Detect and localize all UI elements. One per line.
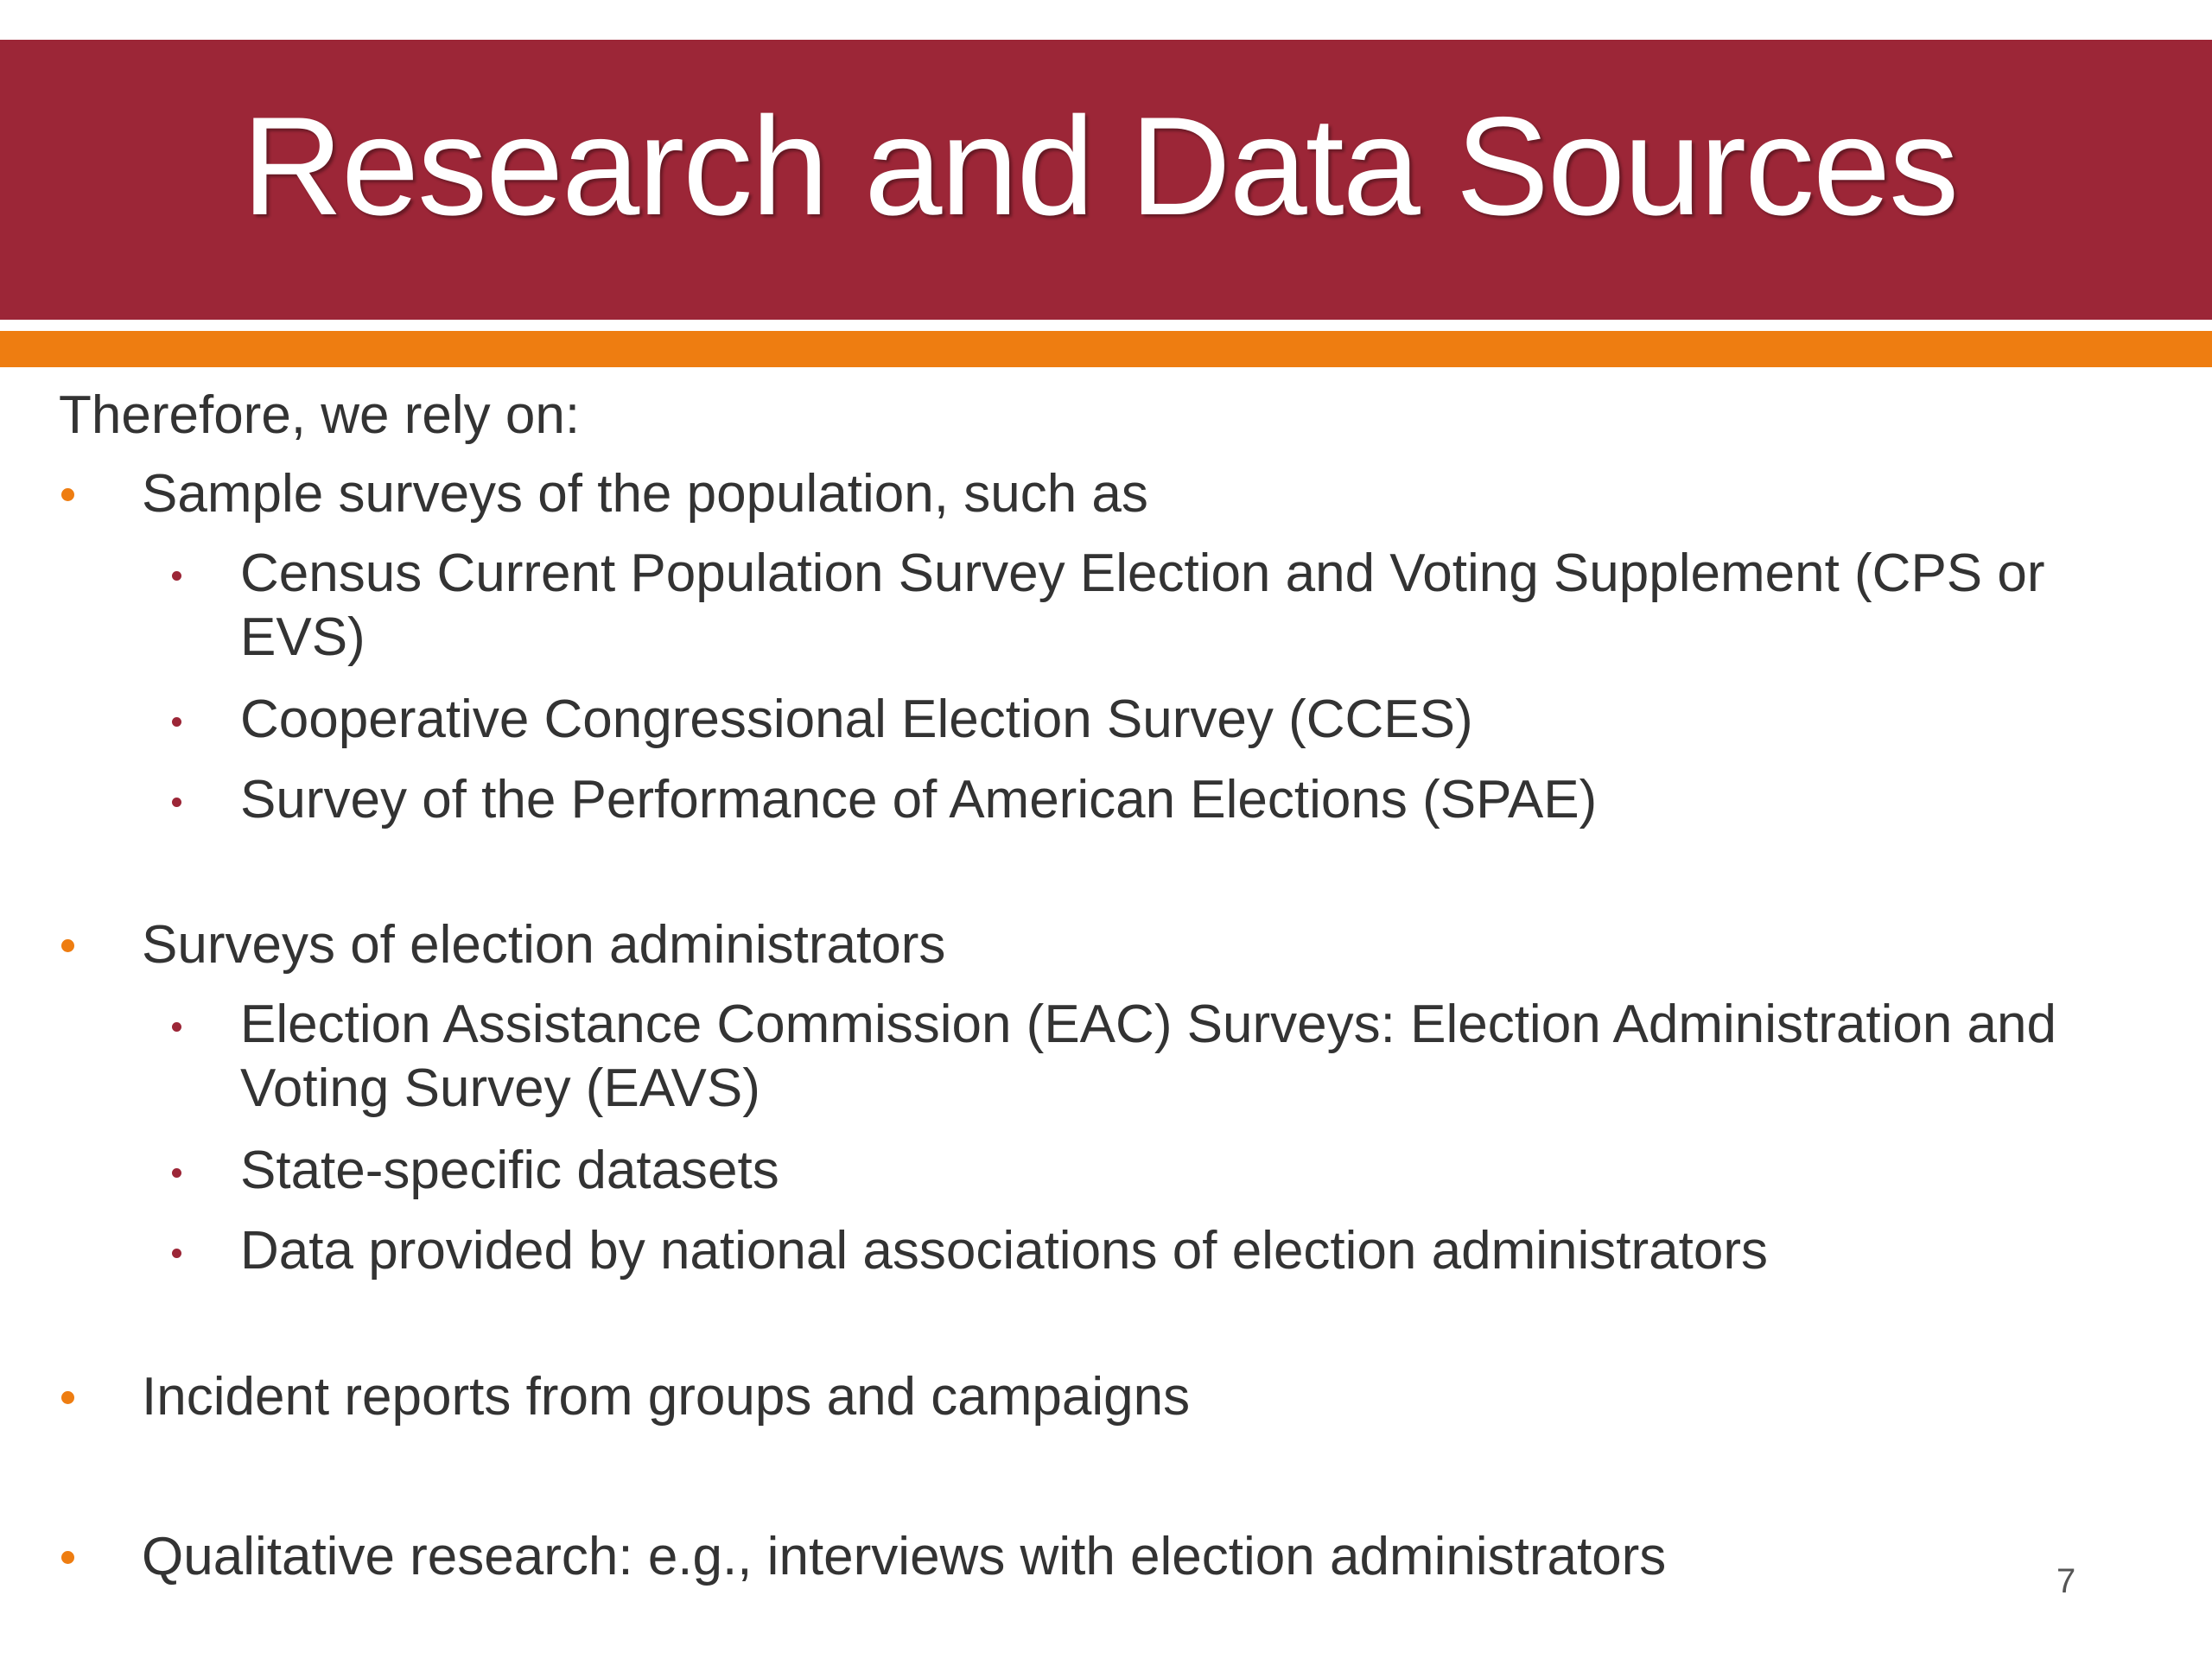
section-1-text: Sample surveys of the population, such as <box>142 464 1148 524</box>
section-2-item-3: Data provided by national associations of election administrators <box>240 1221 1768 1281</box>
bullet-level2 <box>172 1249 181 1258</box>
bullet-level1 <box>61 1551 74 1564</box>
section-2-item-2: State-specific datasets <box>240 1141 779 1200</box>
bullet-level1 <box>61 1391 74 1404</box>
section-1-item-3: Survey of the Performance of American Elections (SPAE) <box>240 770 1598 830</box>
section-1-item-2: Cooperative Congressional Election Survey (CCES) <box>240 690 1473 749</box>
bullet-level2 <box>172 1022 181 1032</box>
section-4-text: Qualitative research: e.g., interviews with election administrators <box>142 1527 1667 1586</box>
intro-text: Therefore, we rely on: <box>59 385 581 445</box>
bullet-level2 <box>172 798 181 807</box>
section-2-text: Surveys of election administrators <box>142 915 946 975</box>
bullet-level2 <box>172 717 181 727</box>
bullet-level2 <box>172 571 181 581</box>
section-2-item-1: Election Assistance Commission (EAC) Surveys: Election Administration and Voting Survey (EAVS) <box>240 995 2056 1119</box>
bullet-level2 <box>172 1168 181 1178</box>
bullet-level1 <box>61 488 74 501</box>
section-3-text: Incident reports from groups and campaigns <box>142 1367 1191 1427</box>
slide-title: Research and Data Sources <box>242 88 1958 245</box>
section-1-item-1: Census Current Population Survey Election and Voting Supplement (CPS or EVS) <box>240 543 2045 668</box>
bullet-level1 <box>61 939 74 952</box>
page-number: 7 <box>2056 1562 2076 1600</box>
